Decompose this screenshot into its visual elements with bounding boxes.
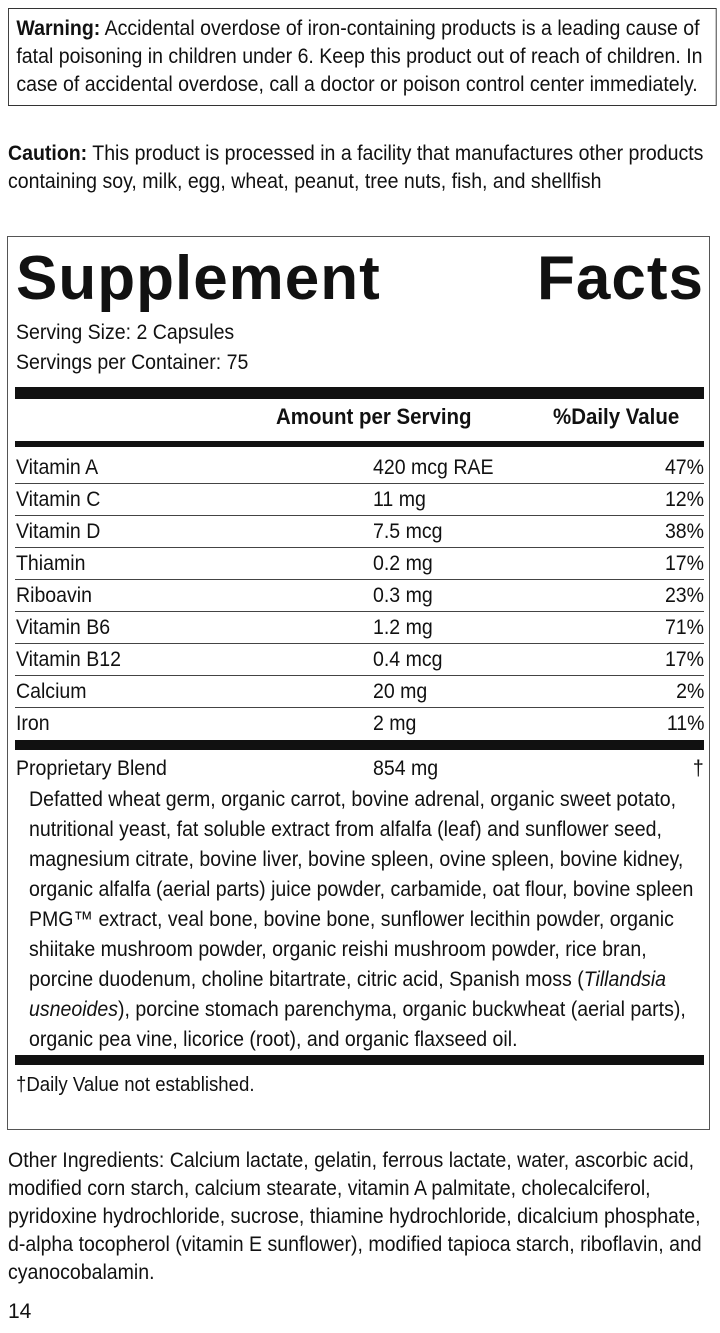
nutrient-amount: 2 mg	[373, 712, 417, 735]
nutrient-row	[15, 548, 704, 580]
nutrient-name: Vitamin B6	[16, 616, 111, 639]
nutrient-row	[15, 516, 704, 548]
thick-divider-blend	[15, 740, 704, 750]
nutrient-amount: 11 mg	[373, 488, 426, 511]
blend-amount: 854 mg	[373, 757, 439, 780]
daily-value-footnote: †Daily Value not established.	[16, 1074, 255, 1096]
supplement-facts-panel	[7, 236, 710, 1130]
nutrient-daily-value: 47%	[664, 456, 704, 479]
nutrient-amount: 1.2 mg	[373, 616, 433, 639]
servings-per-container: Servings per Container: 75	[16, 351, 249, 374]
nutrient-name: Vitamin A	[16, 456, 99, 479]
nutrient-amount: 0.3 mg	[373, 584, 433, 607]
caution-label: Caution:	[8, 142, 88, 165]
nutrient-amount: 0.4 mcg	[373, 648, 443, 671]
nutrient-daily-value: 17%	[664, 552, 704, 575]
caution-text: This product is processed in a facility that manufactures other products containing soy, milk, egg, wheat, peanut, tree nuts, fish, and shellfish	[8, 142, 704, 193]
thick-divider-footer	[15, 1055, 704, 1065]
blend-description	[29, 785, 700, 1055]
nutrient-row	[15, 484, 704, 516]
nutrient-name: Riboavin	[16, 584, 92, 607]
nutrient-name: Thiamin	[16, 552, 86, 575]
nutrient-daily-value: 17%	[664, 648, 704, 671]
header-daily-value: %Daily Value	[553, 404, 680, 429]
blend-name: Proprietary Blend	[16, 757, 167, 780]
nutrient-amount: 7.5 mcg	[373, 520, 443, 543]
blend-desc-part-2: ), porcine stomach parenchyma, organic buckwheat (aerial parts), organic pea vine, licorice (root), and organic flaxseed oil.	[29, 998, 686, 1051]
nutrient-daily-value: 12%	[664, 488, 704, 511]
warning-box	[8, 8, 717, 106]
caution-notice	[8, 140, 711, 196]
facts-title-word-1: Supplement	[16, 244, 381, 313]
nutrient-daily-value: 23%	[664, 584, 704, 607]
blend-row	[15, 753, 704, 785]
nutrient-name: Calcium	[16, 680, 87, 703]
facts-title	[16, 243, 704, 315]
nutrient-daily-value: 2%	[675, 680, 704, 703]
nutrient-row	[15, 676, 704, 708]
nutrient-daily-value: 38%	[664, 520, 704, 543]
nutrient-row	[15, 580, 704, 612]
nutrient-daily-value: 11%	[666, 712, 704, 735]
blend-desc-part-1: Defatted wheat germ, organic carrot, bovine adrenal, organic sweet potato, nutritional yeast, fat soluble extract from alfalfa (leaf) and sunflower seed, magnesium citrate, bovine liver, bovine spleen, ovine spleen, bovine kidney, organic alfalfa (aerial parts) juice powder, carbamide, oat flour, bovine spleen PMG™ extract, veal bone, bovine bone, sunflower lecithin powder, organic shiitake mushroom powder, organic reishi mushroom powder, rice bran, porcine duodenum, choline bitartrate, citric acid, Spanish moss (	[29, 788, 694, 991]
nutrient-row	[15, 452, 704, 484]
page-number: 14	[8, 1300, 32, 1323]
warning-text: Accidental overdose of iron-containing products is a leading cause of fatal poisoning in children under 6. Keep this product out of reach of children. In case of accidental overdose, call a doctor or poison control center immediately.	[16, 17, 703, 96]
header-amount-per-serving: Amount per Serving	[276, 404, 472, 429]
nutrient-row	[15, 644, 704, 676]
serving-size: Serving Size: 2 Capsules	[16, 321, 235, 344]
nutrient-row	[15, 612, 704, 644]
medium-divider	[15, 441, 704, 447]
warning-label: Warning:	[16, 17, 101, 40]
facts-title-word-2: Facts	[537, 244, 704, 313]
nutrient-row	[15, 708, 704, 740]
other-ingredients: Other Ingredients: Calcium lactate, gelatin, ferrous lactate, water, ascorbic acid, modified corn starch, calcium stearate, vitamin A palmitate, cholecalciferol, pyridoxine hydrochloride, sucrose, thiamine hydrochloride, dicalcium phosphate, d-alpha tocopherol (vitamin E sunflower), modified tapioca starch, riboflavin, and cyanocobalamin.	[8, 1149, 702, 1284]
nutrient-name: Vitamin D	[16, 520, 101, 543]
blend-desc-italic: Tillandsia usneoides	[29, 968, 667, 1021]
nutrient-daily-value: 71%	[664, 616, 704, 639]
nutrient-amount: 420 mcg RAE	[373, 456, 494, 479]
nutrient-name: Vitamin C	[16, 488, 101, 511]
thick-divider	[15, 387, 704, 399]
nutrient-amount: 0.2 mg	[373, 552, 433, 575]
nutrient-name: Vitamin B12	[16, 648, 121, 671]
blend-daily-value: †	[693, 757, 704, 780]
nutrient-name: Iron	[16, 712, 50, 735]
nutrient-amount: 20 mg	[373, 680, 428, 703]
